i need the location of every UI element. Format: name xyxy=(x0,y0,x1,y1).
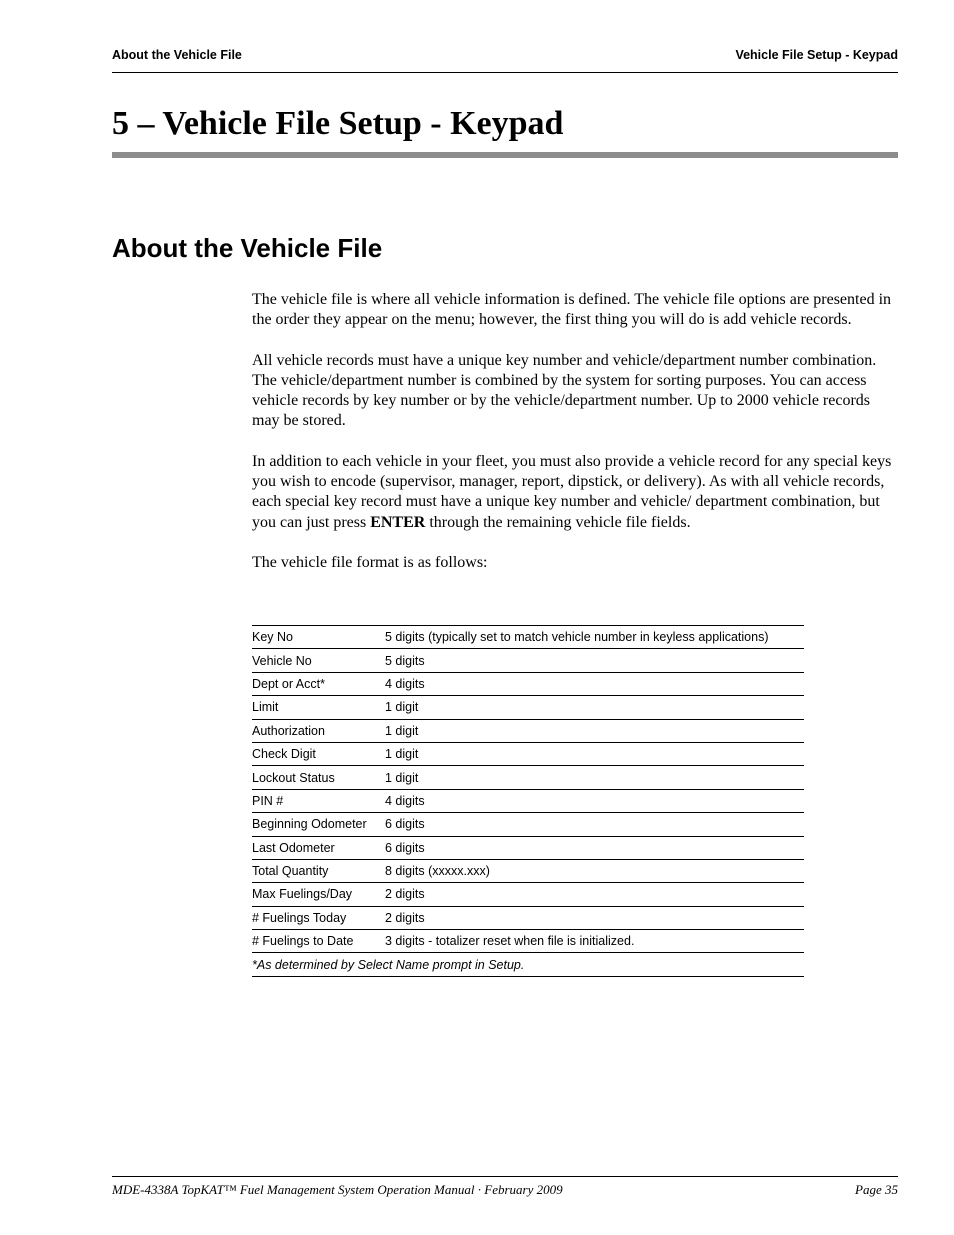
field-name-cell: Key No xyxy=(252,626,385,649)
page-header xyxy=(112,48,898,73)
paragraph-2: All vehicle records must have a unique key number and vehicle/department number combination. The vehicle/department number is combined by the system for sorting purposes. You can access vehicle records by key number or by the vehicle/department number. Up to 2000 vehicle records may be stored. xyxy=(252,351,877,430)
table-row xyxy=(252,719,804,742)
paragraph-1: The vehicle file is where all vehicle information is defined. The vehicle file options are presented in the order they appear on the menu; however, the first thing you will do is add vehicle records. xyxy=(252,291,892,329)
table-row xyxy=(252,883,804,906)
field-name-cell: Max Fuelings/Day xyxy=(252,883,385,906)
field-format-cell: 5 digits xyxy=(385,649,804,672)
field-format-cell: 1 digit xyxy=(385,696,804,719)
chapter-title-rule xyxy=(112,152,898,158)
field-name-cell: Vehicle No xyxy=(252,649,385,672)
page-footer xyxy=(112,1176,898,1197)
field-format-cell: 1 digit xyxy=(385,766,804,789)
field-format-cell: 2 digits xyxy=(385,883,804,906)
field-name-cell: Lockout Status xyxy=(252,766,385,789)
table-row xyxy=(252,813,804,836)
field-format-cell: 8 digits (xxxxx.xxx) xyxy=(385,859,804,882)
chapter-title: 5 – Vehicle File Setup - Keypad xyxy=(112,105,564,142)
table-row xyxy=(252,930,804,953)
field-format-cell: 6 digits xyxy=(385,836,804,859)
footer-manual-title: MDE-4338A TopKAT™ Fuel Management System Operation Manual · February 2009 xyxy=(112,1182,563,1197)
paragraph-3 xyxy=(252,452,900,533)
table-row xyxy=(252,859,804,882)
header-section-name: About the Vehicle File xyxy=(112,48,242,62)
table-footnote: *As determined by Select Name prompt in Setup. xyxy=(252,953,804,976)
field-format-cell: 1 digit xyxy=(385,742,804,765)
field-name-cell: Limit xyxy=(252,696,385,719)
table-row xyxy=(252,836,804,859)
field-name-cell: Check Digit xyxy=(252,742,385,765)
field-format-cell: 2 digits xyxy=(385,906,804,929)
table-row xyxy=(252,626,804,649)
field-name-cell: Beginning Odometer xyxy=(252,813,385,836)
footer-page-number: Page 35 xyxy=(855,1182,898,1197)
field-name-cell: PIN # xyxy=(252,789,385,812)
field-name-cell: Dept or Acct* xyxy=(252,672,385,695)
table-row xyxy=(252,672,804,695)
field-name-cell: Authorization xyxy=(252,719,385,742)
enter-key-label: ENTER xyxy=(370,513,426,531)
section-title: About the Vehicle File xyxy=(112,233,383,263)
table-row xyxy=(252,742,804,765)
field-format-cell: 6 digits xyxy=(385,813,804,836)
header-chapter-name: Vehicle File Setup - Keypad xyxy=(735,48,898,62)
paragraph-3-text-b: through the remaining vehicle file fields. xyxy=(425,513,691,531)
table-row xyxy=(252,696,804,719)
table-row xyxy=(252,789,804,812)
table-row xyxy=(252,649,804,672)
field-format-cell: 3 digits - totalizer reset when file is initialized. xyxy=(385,930,804,953)
table-note-row xyxy=(252,953,804,976)
paragraph-3-text-a: In addition to each vehicle in your fleet, you must also provide a vehicle record for any special keys you wish to encode (supervisor, manager, report, dipstick, or delivery). As with all vehicle records, each special key record must have a unique key number and vehicle/ department combination, but you can just press xyxy=(252,453,892,531)
field-format-cell: 4 digits xyxy=(385,672,804,695)
field-format-cell: 5 digits (typically set to match vehicle number in keyless applications) xyxy=(385,626,804,649)
field-format-cell: 4 digits xyxy=(385,789,804,812)
field-name-cell: # Fuelings to Date xyxy=(252,930,385,953)
vehicle-file-format-table xyxy=(252,625,804,977)
field-format-cell: 1 digit xyxy=(385,719,804,742)
field-name-cell: # Fuelings Today xyxy=(252,906,385,929)
table-row xyxy=(252,766,804,789)
body-text xyxy=(252,290,900,573)
table-row xyxy=(252,906,804,929)
field-name-cell: Total Quantity xyxy=(252,859,385,882)
table-intro: The vehicle file format is as follows: xyxy=(252,554,488,572)
field-name-cell: Last Odometer xyxy=(252,836,385,859)
